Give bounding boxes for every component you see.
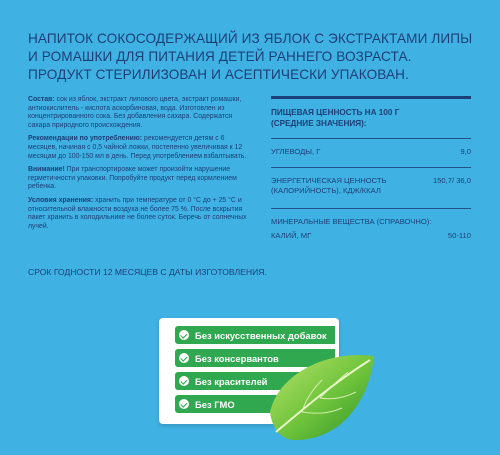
nutrition-row-carbs: [271, 139, 471, 167]
check-icon: [179, 399, 189, 409]
energy-value: 150,7/ 36,0: [432, 176, 471, 185]
check-icon: [179, 376, 189, 386]
usage-paragraph: [28, 135, 250, 161]
headline-line-3: ПРОДУКТ СТЕРИЛИЗОВАН И АСЕПТИЧЕСКИ УПАКОВАН.: [28, 67, 409, 82]
usage-label: Рекомендации по употреблению:: [28, 135, 143, 143]
nutrition-row-energy: [271, 168, 471, 208]
divider: [271, 208, 471, 209]
badge-item-label: Без консервантов: [195, 352, 279, 364]
badge-item-label: Без искусственных добавок: [195, 329, 327, 341]
composition-text: сок из яблок, экстракт липового цвета, экстракт ромашки, антиокислитель - кислота аскорбиновая, вода. Изготовлен из концентрированного сока. Без добавления сахара. Содержатся сахара природного происхождения.: [28, 96, 242, 129]
composition-paragraph: [28, 96, 250, 130]
warning-label: Внимание!: [28, 166, 65, 174]
warning-paragraph: [28, 166, 250, 192]
storage-text: хранить при температуре от 0 °С до + 25 °С и относительной влажности воздуха не более 75 %. После вскрытия пакет хранить в холодильнике не более суток. Беречь от солнечных лучей.: [28, 196, 247, 230]
product-info-column: [28, 96, 250, 236]
leaf-icon: [262, 350, 382, 450]
nutrition-table: [271, 96, 471, 241]
storage-label: Условия хранения:: [28, 196, 94, 204]
badge-item: [175, 326, 335, 344]
potassium-value: 50-110: [447, 231, 471, 240]
nutrition-title-line-2: (СРЕДНИЕ ЗНАЧЕНИЯ):: [271, 119, 367, 128]
warning-text: При транспортировке может произойти нарушение герметичности упаковки. Попробуйте продукт перед кормлением ребенка.: [28, 166, 237, 191]
energy-label: ЭНЕРГЕТИЧЕСКАЯ ЦЕННОСТЬ (КАЛОРИЙНОСТЬ), КДЖ/ККАЛ: [271, 176, 387, 195]
shelf-life-text: СРОК ГОДНОСТИ 12 МЕСЯЦЕВ С ДАТЫ ИЗГОТОВЛЕНИЯ.: [28, 267, 267, 277]
divider: [271, 167, 471, 168]
usage-text: рекомендуется детям с 6 месяцев, начиная с 0,5 чайной ложки, постепенно увеличивая к 12 месяцам до 100-150 мл в день. Перед употреблением взбалтывать.: [28, 135, 247, 160]
composition-label: Состав:: [28, 96, 55, 103]
nutrition-title-line-1: ПИЩЕВАЯ ЦЕННОСТЬ НА 100 Г: [271, 108, 400, 117]
minerals-label: МИНЕРАЛЬНЫЕ ВЕЩЕСТВА (СПРАВОЧНО):: [271, 217, 432, 226]
storage-paragraph: [28, 197, 250, 231]
headline-line-2: И РОМАШКИ ДЛЯ ПИТАНИЯ ДЕТЕЙ РАННЕГО ВОЗРАСТА.: [28, 49, 412, 64]
headline-line-1: НАПИТОК СОКОСОДЕРЖАЩИЙ ИЗ ЯБЛОК С ЭКСТРАКТАМИ ЛИПЫ: [28, 31, 473, 46]
check-icon: [179, 330, 189, 340]
divider: [271, 138, 471, 139]
nutrition-row-minerals: [271, 209, 471, 241]
carbs-value: 9,0: [460, 147, 471, 156]
product-headline: [28, 30, 478, 84]
badge-item-label: Без красителей: [195, 375, 268, 387]
carbs-label: УГЛЕВОДЫ, Г: [271, 147, 321, 156]
nutrition-title: [271, 99, 471, 138]
badge-item-label: Без ГМО: [195, 398, 235, 410]
potassium-label: КАЛИЙ, МГ: [271, 231, 312, 240]
check-icon: [179, 353, 189, 363]
